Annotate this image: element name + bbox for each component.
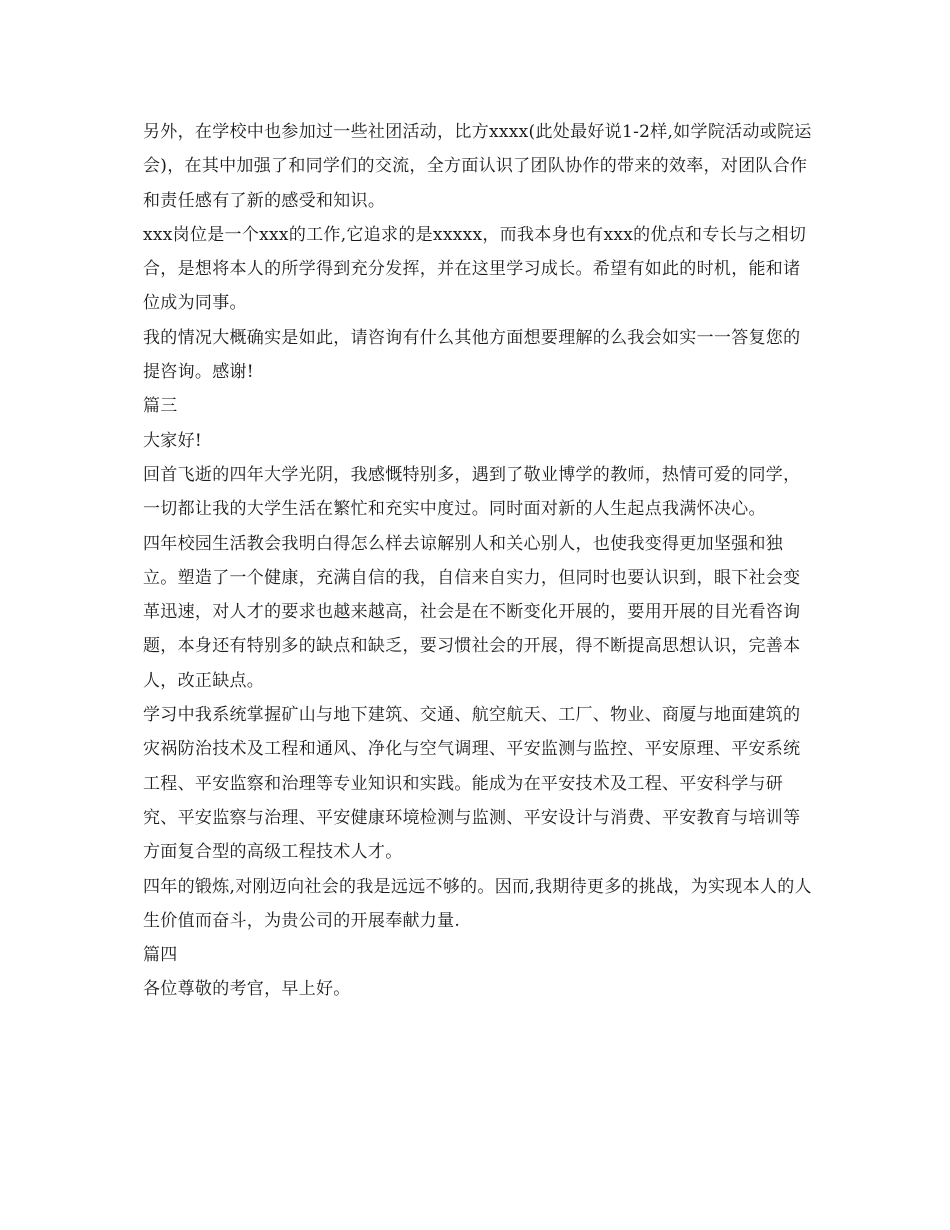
paragraph-campus-life: 四年校园生活教会我明白得怎么样去谅解别人和关心别人，也使我变得更加坚强和独立。塑造了一个健康，充满自信的我，自信来自实力，但同时也要认识到，眼下社会变革迅速，对人才的要求也越来越高，社会是在不断变化开展的，要用开展的目光看咨询题，本身还有特别多的缺点和缺乏，要习惯社会的开展，得不断提高思想认识，完善本人，改正缺点。 [143, 533, 801, 691]
section-heading-part-four: 篇四 [143, 945, 178, 966]
paragraph-examiner-greeting: 各位尊敬的考官，早上好。 [143, 979, 351, 1000]
paragraph-expectations: 四年的锻炼,对刚迈向社会的我是远远不够的。因而,我期待更多的挑战，为实现本人的人生价值而奋斗，为贵公司的开展奉献力量. [143, 876, 812, 931]
paragraph-club-activities: 另外，在学校中也参加过一些社团活动，比方xxxx(此处最好说1-2样,如学院活动或院运会)，在其中加强了和同学们的交流，全方面认识了团队协作的带来的效率，对团队合作和责任感有了新的感受和知识。 [143, 122, 812, 211]
paragraph-university-years: 回首飞逝的四年大学光阴，我感慨特别多，遇到了敬业博学的教师，热情可爱的同学，一切都让我的大学生活在繁忙和充实中度过。同时面对新的人生起点我满怀决心。 [143, 464, 801, 520]
paragraph-closing-thanks: 我的情况大概确实是如此，请咨询有什么其他方面想要理解的么我会如实一一答复您的提咨询。感谢! [143, 327, 801, 383]
paragraph-greeting: 大家好! [143, 430, 203, 451]
paragraph-studies: 学习中我系统掌握矿山与地下建筑、交通、航空航天、工厂、物业、商厦与地面建筑的灾祸防治技术及工程和通风、净化与空气调理、平安监测与监控、平安原理、平安系统工程、平安监察和治理等专业知识和实践。能成为在平安技术及工程、平安科学与研究、平安监察与治理、平安健康环境检测与监测、平安设计与消费、平安教育与培训等方面复合型的高级工程技术人才。 [143, 705, 801, 863]
paragraph-position-fit: xxx岗位是一个xxx的工作,它追求的是xxxxx，而我本身也有xxx的优点和专长与之相切合，是想将本人的所学得到充分发挥，并在这里学习成长。希望有如此的时机，能和诸位成为同事。 [143, 224, 807, 314]
section-heading-part-three: 篇三 [143, 396, 178, 417]
document-body [143, 115, 815, 1007]
